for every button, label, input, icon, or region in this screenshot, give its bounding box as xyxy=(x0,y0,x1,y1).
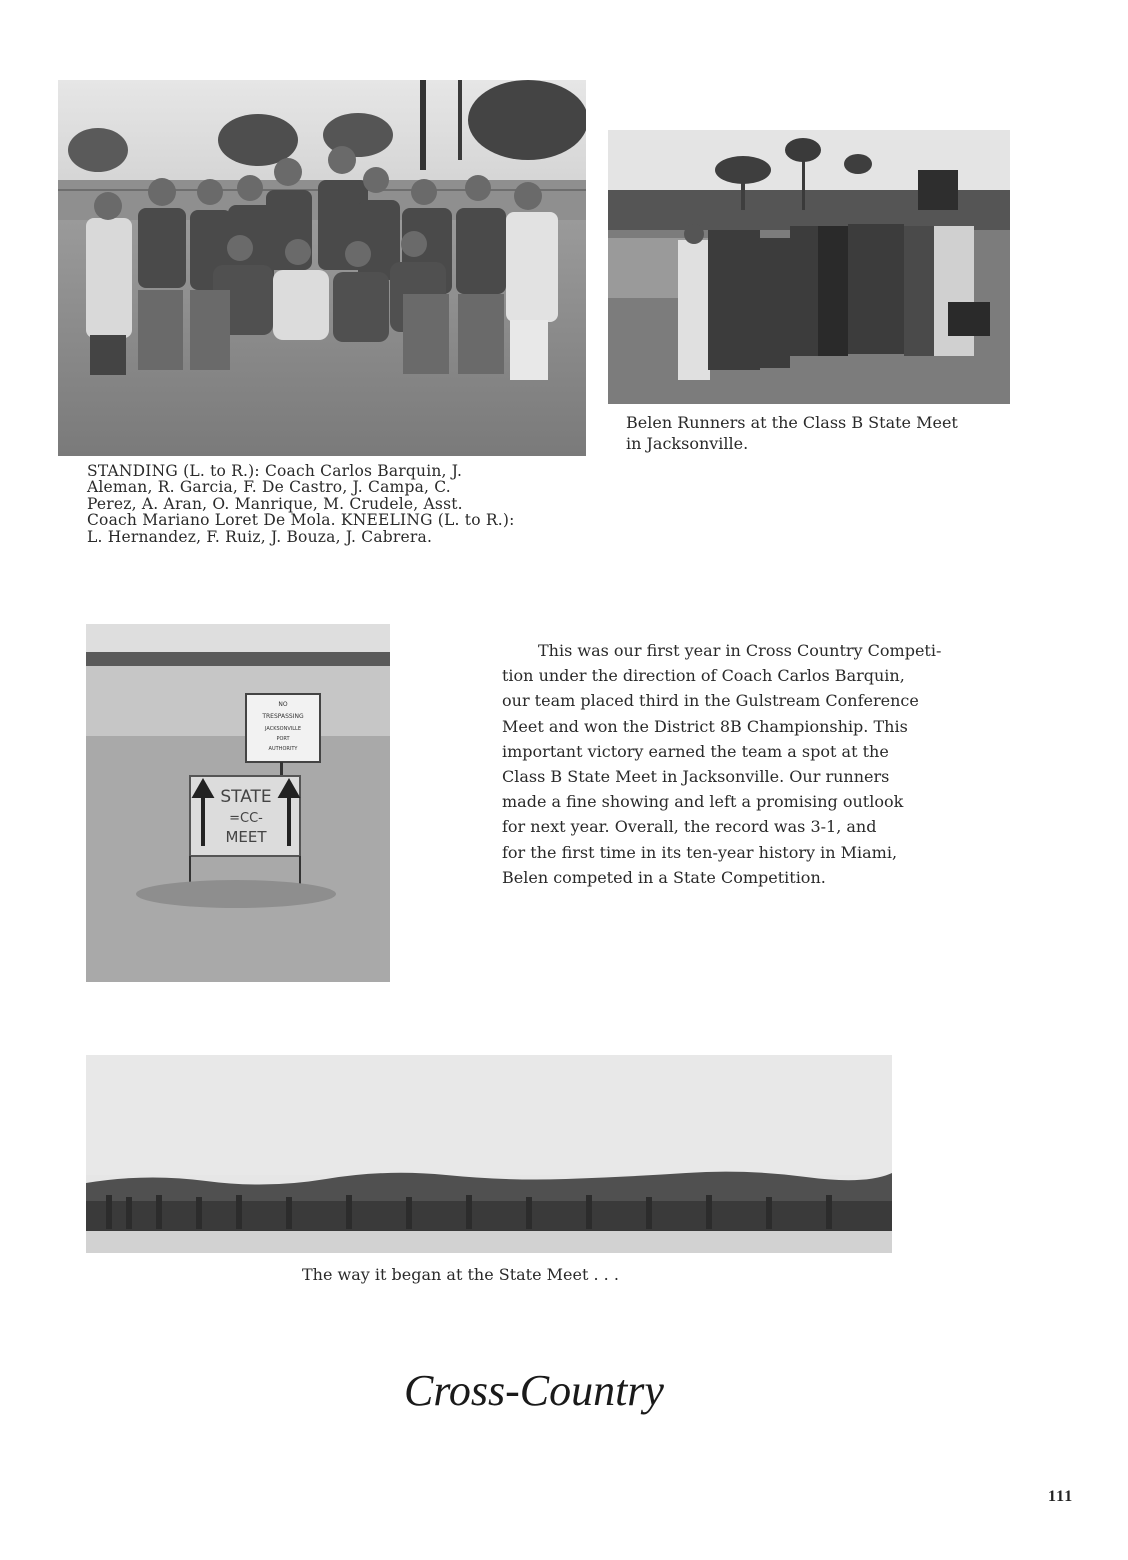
caption-line: Coach Mariano Loret De Mola. KNEELING (L. to R.): xyxy=(87,511,515,530)
body-line: important victory earned the team a spot at the xyxy=(502,741,889,761)
caption-line: Aleman, R. Garcia, F. De Castro, J. Campa, C. xyxy=(87,478,451,497)
body-line: for next year. Overall, the record was 3-1, and xyxy=(502,817,877,837)
caption-line: in Jacksonville. xyxy=(626,434,749,453)
caption-line: Perez, A. Aran, O. Manrique, M. Crudele, Asst. xyxy=(87,494,463,513)
team-photo xyxy=(58,80,586,456)
body-line: made a fine showing and left a promising outlook xyxy=(502,792,904,812)
race-start-photo xyxy=(86,1055,892,1253)
caption-line: L. Hernandez, F. Ruiz, J. Bouza, J. Cabrera. xyxy=(87,527,433,546)
page-number: 111 xyxy=(1048,1488,1074,1505)
arrow-sign-line: =CC- xyxy=(229,811,263,826)
board-sign-line: NO xyxy=(278,701,288,708)
arrow-sign-line: MEET xyxy=(225,828,267,846)
body-line: This was our first year in Cross Country Competi- xyxy=(538,641,942,660)
state-meet-group-photo xyxy=(608,130,1010,404)
body-line: Belen competed in a State Competition. xyxy=(502,867,826,887)
arrow-sign-line: STATE xyxy=(220,787,272,807)
board-sign-line: PORT xyxy=(276,736,290,742)
body-line: Class B State Meet in Jacksonville. Our runners xyxy=(502,767,890,787)
body-line: for the first time in its ten-year history in Miami, xyxy=(502,842,898,862)
caption-line: STANDING (L. to R.): Coach Carlos Barquin, J. xyxy=(87,462,463,480)
body-line: our team placed third in the Gulstream Conference xyxy=(502,691,919,711)
board-sign-line: JACKSONVILLE xyxy=(265,726,301,732)
race-start-caption: The way it began at the State Meet . . . xyxy=(302,1265,619,1284)
body-line: Meet and won the District 8B Championship. This xyxy=(502,716,908,736)
board-sign-line: TRESPASSING xyxy=(262,713,304,720)
section-title: Cross-Country xyxy=(404,1366,664,1415)
article-body xyxy=(502,638,972,890)
body-line: tion under the direction of Coach Carlos Barquin, xyxy=(502,666,905,686)
board-sign-line: AUTHORITY xyxy=(268,746,298,752)
caption-line: Belen Runners at the Class B State Meet xyxy=(626,413,958,432)
team-photo-caption xyxy=(87,463,587,545)
state-meet-group-caption xyxy=(626,412,1006,454)
state-meet-sign-photo xyxy=(86,624,390,982)
